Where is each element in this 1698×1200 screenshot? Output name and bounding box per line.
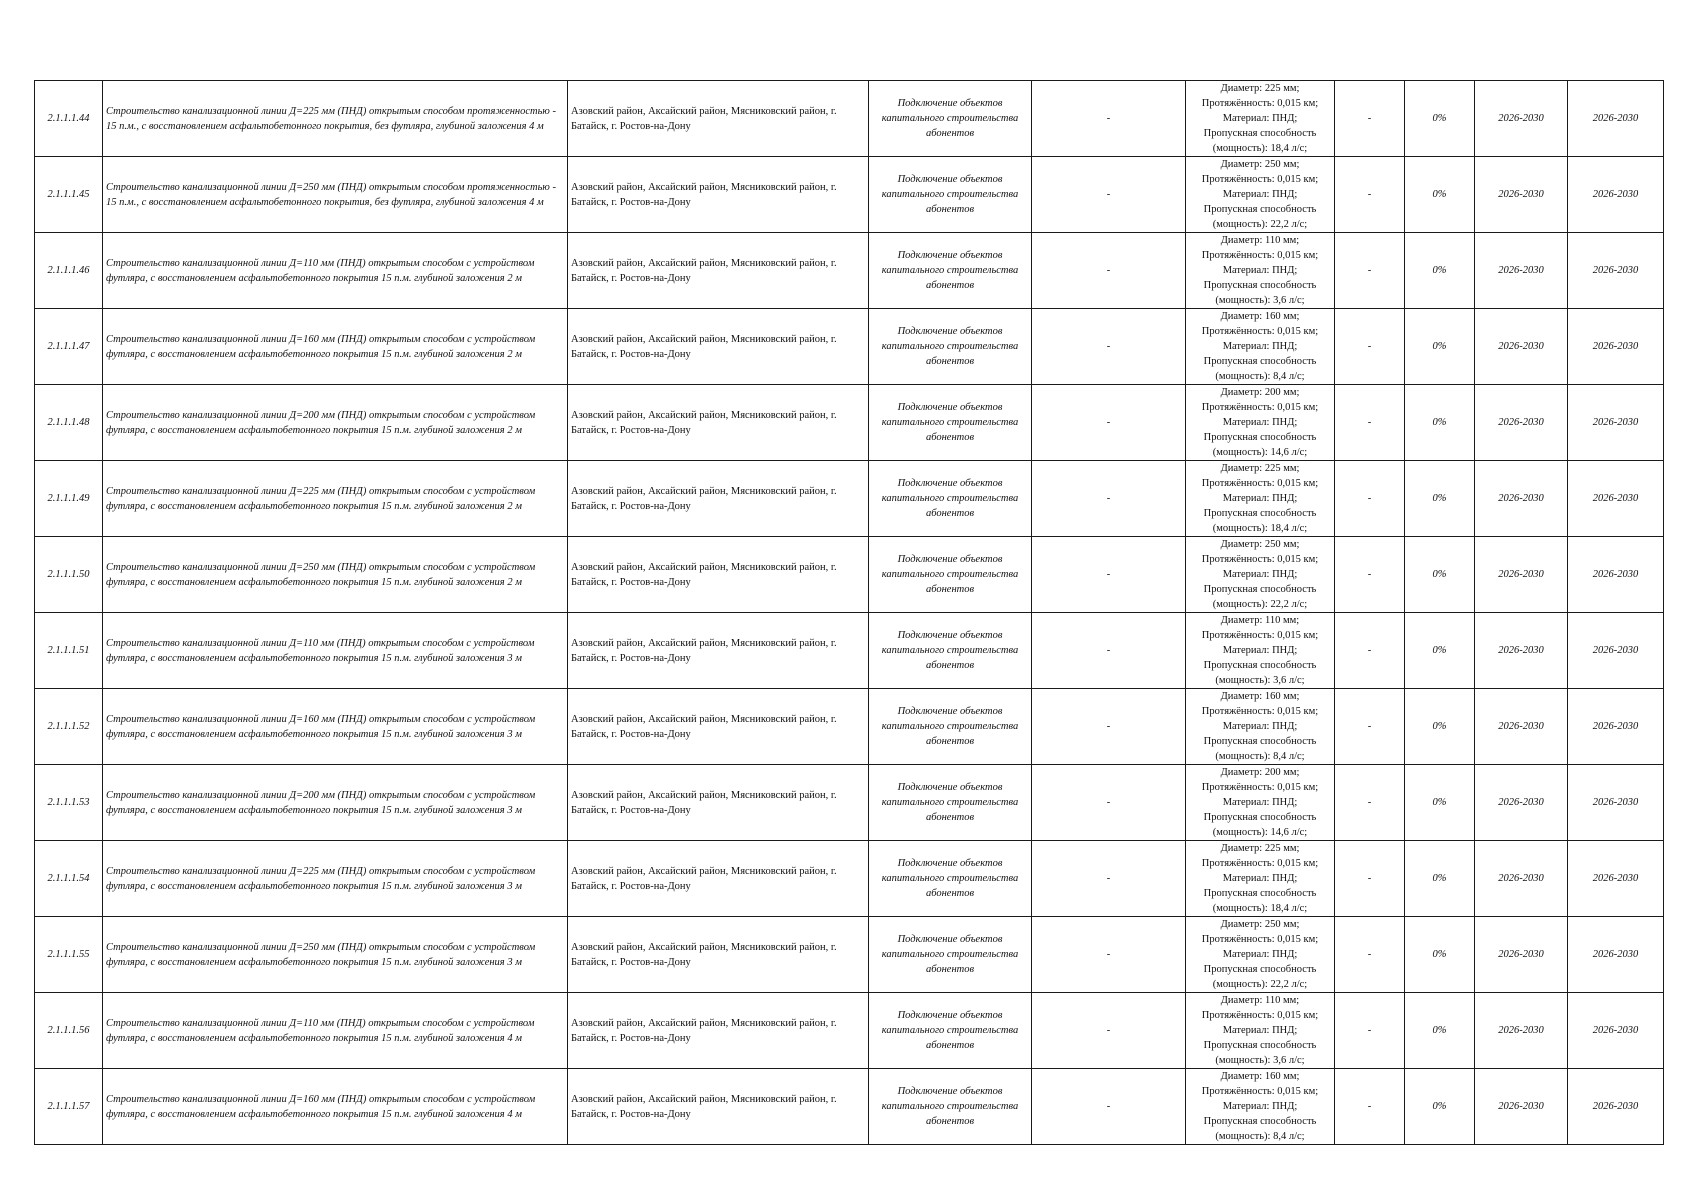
period-end-cell: 2026-2030 bbox=[1568, 461, 1664, 537]
completion-percent-cell: 0% bbox=[1405, 613, 1475, 689]
row-number-cell: 2.1.1.1.50 bbox=[35, 537, 103, 613]
spec-line: Диаметр: 225 мм; bbox=[1220, 843, 1300, 854]
purpose-cell: Подключение объектов капитального строительства абонентов bbox=[869, 613, 1032, 689]
spec-line: (мощность): 8,4 л/с; bbox=[1215, 1131, 1305, 1142]
spec-line: Материал: ПНД; bbox=[1222, 949, 1298, 960]
spec-line: Материал: ПНД; bbox=[1222, 113, 1298, 124]
location-cell: Азовский район, Аксайский район, Мясниковский район, г. Батайск, г. Ростов-на-Дону bbox=[568, 765, 869, 841]
spec-line: Материал: ПНД; bbox=[1222, 645, 1298, 656]
empty-value-cell: - bbox=[1335, 537, 1405, 613]
spec-line: Материал: ПНД; bbox=[1222, 873, 1298, 884]
spec-line: Пропускная способность bbox=[1203, 660, 1317, 671]
work-description-cell: Строительство канализационной линии Д=160 мм (ПНД) открытым способом с устройством футляра, с восстановлением асфальтобетонного покрытия 15 п.м. глубиной заложения 2 м bbox=[103, 309, 568, 385]
work-description-cell: Строительство канализационной линии Д=225 мм (ПНД) открытым способом с устройством футляра, с восстановлением асфальтобетонного покрытия 15 п.м. глубиной заложения 2 м bbox=[103, 461, 568, 537]
table-body bbox=[35, 81, 1664, 1145]
location-cell: Азовский район, Аксайский район, Мясниковский район, г. Батайск, г. Ростов-на-Дону bbox=[568, 157, 869, 233]
period-end-cell: 2026-2030 bbox=[1568, 1069, 1664, 1145]
period-end-cell: 2026-2030 bbox=[1568, 157, 1664, 233]
spec-line: Материал: ПНД; bbox=[1222, 189, 1298, 200]
period-end-cell: 2026-2030 bbox=[1568, 689, 1664, 765]
spec-line: Протяжённость: 0,015 км; bbox=[1201, 934, 1319, 945]
completion-percent-cell: 0% bbox=[1405, 233, 1475, 309]
table-row bbox=[35, 765, 1664, 841]
spec-line: Протяжённость: 0,015 км; bbox=[1201, 250, 1319, 261]
table-row bbox=[35, 993, 1664, 1069]
empty-value-cell: - bbox=[1335, 841, 1405, 917]
period-start-cell: 2026-2030 bbox=[1475, 613, 1568, 689]
spec-line: Протяжённость: 0,015 км; bbox=[1201, 478, 1319, 489]
work-description-cell: Строительство канализационной линии Д=250 мм (ПНД) открытым способом с устройством футляра, с восстановлением асфальтобетонного покрытия 15 п.м. глубиной заложения 3 м bbox=[103, 917, 568, 993]
spec-line: Пропускная способность bbox=[1203, 204, 1317, 215]
spec-line: Протяжённость: 0,015 км; bbox=[1201, 402, 1319, 413]
row-number-cell: 2.1.1.1.48 bbox=[35, 385, 103, 461]
table-row bbox=[35, 613, 1664, 689]
spec-line: Пропускная способность bbox=[1203, 432, 1317, 443]
spec-line: Протяжённость: 0,015 км; bbox=[1201, 630, 1319, 641]
location-cell: Азовский район, Аксайский район, Мясниковский район, г. Батайск, г. Ростов-на-Дону bbox=[568, 233, 869, 309]
period-end-cell: 2026-2030 bbox=[1568, 385, 1664, 461]
location-cell: Азовский район, Аксайский район, Мясниковский район, г. Батайск, г. Ростов-на-Дону bbox=[568, 993, 869, 1069]
spec-line: (мощность): 14,6 л/с; bbox=[1212, 827, 1308, 838]
period-start-cell: 2026-2030 bbox=[1475, 81, 1568, 157]
spec-line: Пропускная способность bbox=[1203, 1040, 1317, 1051]
spec-line: (мощность): 18,4 л/с; bbox=[1212, 903, 1308, 914]
work-description-cell: Строительство канализационной линии Д=110 мм (ПНД) открытым способом с устройством футляра, с восстановлением асфальтобетонного покрытия 15 п.м. глубиной заложения 3 м bbox=[103, 613, 568, 689]
purpose-cell: Подключение объектов капитального строительства абонентов bbox=[869, 689, 1032, 765]
row-number-cell: 2.1.1.1.44 bbox=[35, 81, 103, 157]
technical-specs-cell bbox=[1186, 765, 1335, 841]
table-row bbox=[35, 1069, 1664, 1145]
purpose-cell: Подключение объектов капитального строительства абонентов bbox=[869, 917, 1032, 993]
work-description-cell: Строительство канализационной линии Д=110 мм (ПНД) открытым способом с устройством футляра, с восстановлением асфальтобетонного покрытия 15 п.м. глубиной заложения 2 м bbox=[103, 233, 568, 309]
spec-line: Пропускная способность bbox=[1203, 888, 1317, 899]
technical-specs-cell bbox=[1186, 917, 1335, 993]
empty-value-cell: - bbox=[1032, 157, 1186, 233]
technical-specs-cell bbox=[1186, 689, 1335, 765]
work-description-cell: Строительство канализационной линии Д=200 мм (ПНД) открытым способом с устройством футляра, с восстановлением асфальтобетонного покрытия 15 п.м. глубиной заложения 2 м bbox=[103, 385, 568, 461]
row-number-cell: 2.1.1.1.45 bbox=[35, 157, 103, 233]
row-number-cell: 2.1.1.1.46 bbox=[35, 233, 103, 309]
table-row bbox=[35, 917, 1664, 993]
completion-percent-cell: 0% bbox=[1405, 689, 1475, 765]
completion-percent-cell: 0% bbox=[1405, 1069, 1475, 1145]
spec-line: Протяжённость: 0,015 км; bbox=[1201, 1086, 1319, 1097]
period-start-cell: 2026-2030 bbox=[1475, 233, 1568, 309]
empty-value-cell: - bbox=[1335, 917, 1405, 993]
spec-line: Протяжённость: 0,015 км; bbox=[1201, 782, 1319, 793]
empty-value-cell: - bbox=[1335, 765, 1405, 841]
technical-specs-cell bbox=[1186, 461, 1335, 537]
technical-specs-cell bbox=[1186, 233, 1335, 309]
technical-specs-cell bbox=[1186, 309, 1335, 385]
location-cell: Азовский район, Аксайский район, Мясниковский район, г. Батайск, г. Ростов-на-Дону bbox=[568, 917, 869, 993]
technical-specs-cell bbox=[1186, 537, 1335, 613]
work-description-cell: Строительство канализационной линии Д=160 мм (ПНД) открытым способом с устройством футляра, с восстановлением асфальтобетонного покрытия 15 п.м. глубиной заложения 4 м bbox=[103, 1069, 568, 1145]
spec-line: Пропускная способность bbox=[1203, 356, 1317, 367]
spec-line: Пропускная способность bbox=[1203, 736, 1317, 747]
table-row bbox=[35, 233, 1664, 309]
spec-line: Материал: ПНД; bbox=[1222, 341, 1298, 352]
work-description-cell: Строительство канализационной линии Д=160 мм (ПНД) открытым способом с устройством футляра, с восстановлением асфальтобетонного покрытия 15 п.м. глубиной заложения 3 м bbox=[103, 689, 568, 765]
spec-line: Пропускная способность bbox=[1203, 508, 1317, 519]
empty-value-cell: - bbox=[1335, 157, 1405, 233]
spec-line: Диаметр: 160 мм; bbox=[1220, 691, 1300, 702]
purpose-cell: Подключение объектов капитального строительства абонентов bbox=[869, 993, 1032, 1069]
spec-line: Диаметр: 160 мм; bbox=[1220, 1071, 1300, 1082]
row-number-cell: 2.1.1.1.53 bbox=[35, 765, 103, 841]
empty-value-cell: - bbox=[1335, 81, 1405, 157]
period-start-cell: 2026-2030 bbox=[1475, 841, 1568, 917]
empty-value-cell: - bbox=[1335, 689, 1405, 765]
row-number-cell: 2.1.1.1.52 bbox=[35, 689, 103, 765]
empty-value-cell: - bbox=[1032, 81, 1186, 157]
period-start-cell: 2026-2030 bbox=[1475, 993, 1568, 1069]
purpose-cell: Подключение объектов капитального строительства абонентов bbox=[869, 233, 1032, 309]
completion-percent-cell: 0% bbox=[1405, 841, 1475, 917]
period-start-cell: 2026-2030 bbox=[1475, 1069, 1568, 1145]
work-description-cell: Строительство канализационной линии Д=250 мм (ПНД) открытым способом протяженностью - 15 п.м., с восстановлением асфальтобетонного покрытия, без футляра, глубиной заложения 4 м bbox=[103, 157, 568, 233]
completion-percent-cell: 0% bbox=[1405, 765, 1475, 841]
spec-line: Пропускная способность bbox=[1203, 128, 1317, 139]
technical-specs-cell bbox=[1186, 81, 1335, 157]
spec-line: Диаметр: 250 мм; bbox=[1220, 919, 1300, 930]
purpose-cell: Подключение объектов капитального строительства абонентов bbox=[869, 309, 1032, 385]
spec-line: Протяжённость: 0,015 км; bbox=[1201, 1010, 1319, 1021]
period-end-cell: 2026-2030 bbox=[1568, 993, 1664, 1069]
spec-line: Диаметр: 110 мм; bbox=[1220, 235, 1300, 246]
spec-line: Материал: ПНД; bbox=[1222, 265, 1298, 276]
location-cell: Азовский район, Аксайский район, Мясниковский район, г. Батайск, г. Ростов-на-Дону bbox=[568, 689, 869, 765]
spec-line: Материал: ПНД; bbox=[1222, 569, 1298, 580]
row-number-cell: 2.1.1.1.47 bbox=[35, 309, 103, 385]
completion-percent-cell: 0% bbox=[1405, 993, 1475, 1069]
spec-line: Протяжённость: 0,015 км; bbox=[1201, 98, 1319, 109]
empty-value-cell: - bbox=[1032, 537, 1186, 613]
empty-value-cell: - bbox=[1032, 461, 1186, 537]
empty-value-cell: - bbox=[1032, 309, 1186, 385]
empty-value-cell: - bbox=[1335, 309, 1405, 385]
table-row bbox=[35, 81, 1664, 157]
spec-line: Протяжённость: 0,015 км; bbox=[1201, 554, 1319, 565]
row-number-cell: 2.1.1.1.55 bbox=[35, 917, 103, 993]
technical-specs-cell bbox=[1186, 1069, 1335, 1145]
location-cell: Азовский район, Аксайский район, Мясниковский район, г. Батайск, г. Ростов-на-Дону bbox=[568, 309, 869, 385]
technical-specs-cell bbox=[1186, 157, 1335, 233]
spec-line: Диаметр: 225 мм; bbox=[1220, 463, 1300, 474]
empty-value-cell: - bbox=[1335, 1069, 1405, 1145]
period-start-cell: 2026-2030 bbox=[1475, 689, 1568, 765]
spec-line: Диаметр: 160 мм; bbox=[1220, 311, 1300, 322]
period-start-cell: 2026-2030 bbox=[1475, 765, 1568, 841]
spec-line: Протяжённость: 0,015 км; bbox=[1201, 174, 1319, 185]
row-number-cell: 2.1.1.1.54 bbox=[35, 841, 103, 917]
period-end-cell: 2026-2030 bbox=[1568, 537, 1664, 613]
purpose-cell: Подключение объектов капитального строительства абонентов bbox=[869, 841, 1032, 917]
period-end-cell: 2026-2030 bbox=[1568, 613, 1664, 689]
work-description-cell: Строительство канализационной линии Д=200 мм (ПНД) открытым способом с устройством футляра, с восстановлением асфальтобетонного покрытия 15 п.м. глубиной заложения 3 м bbox=[103, 765, 568, 841]
purpose-cell: Подключение объектов капитального строительства абонентов bbox=[869, 461, 1032, 537]
empty-value-cell: - bbox=[1032, 841, 1186, 917]
empty-value-cell: - bbox=[1335, 613, 1405, 689]
completion-percent-cell: 0% bbox=[1405, 81, 1475, 157]
location-cell: Азовский район, Аксайский район, Мясниковский район, г. Батайск, г. Ростов-на-Дону bbox=[568, 537, 869, 613]
empty-value-cell: - bbox=[1032, 765, 1186, 841]
empty-value-cell: - bbox=[1032, 385, 1186, 461]
spec-line: (мощность): 3,6 л/с; bbox=[1215, 1055, 1305, 1066]
completion-percent-cell: 0% bbox=[1405, 309, 1475, 385]
purpose-cell: Подключение объектов капитального строительства абонентов bbox=[869, 157, 1032, 233]
work-description-cell: Строительство канализационной линии Д=225 мм (ПНД) открытым способом протяженностью - 15 п.м., с восстановлением асфальтобетонного покрытия, без футляра, глубиной заложения 4 м bbox=[103, 81, 568, 157]
purpose-cell: Подключение объектов капитального строительства абонентов bbox=[869, 765, 1032, 841]
location-cell: Азовский район, Аксайский район, Мясниковский район, г. Батайск, г. Ростов-на-Дону bbox=[568, 385, 869, 461]
period-end-cell: 2026-2030 bbox=[1568, 917, 1664, 993]
spec-line: Диаметр: 250 мм; bbox=[1220, 539, 1300, 550]
empty-value-cell: - bbox=[1032, 689, 1186, 765]
row-number-cell: 2.1.1.1.51 bbox=[35, 613, 103, 689]
period-end-cell: 2026-2030 bbox=[1568, 233, 1664, 309]
spec-line: Пропускная способность bbox=[1203, 1116, 1317, 1127]
table-row bbox=[35, 385, 1664, 461]
empty-value-cell: - bbox=[1032, 233, 1186, 309]
empty-value-cell: - bbox=[1335, 461, 1405, 537]
spec-line: Материал: ПНД; bbox=[1222, 493, 1298, 504]
completion-percent-cell: 0% bbox=[1405, 385, 1475, 461]
spec-line: (мощность): 8,4 л/с; bbox=[1215, 371, 1305, 382]
spec-line: (мощность): 14,6 л/с; bbox=[1212, 447, 1308, 458]
empty-value-cell: - bbox=[1335, 233, 1405, 309]
period-end-cell: 2026-2030 bbox=[1568, 841, 1664, 917]
spec-line: Материал: ПНД; bbox=[1222, 1025, 1298, 1036]
spec-line: Пропускная способность bbox=[1203, 812, 1317, 823]
spec-line: Материал: ПНД; bbox=[1222, 417, 1298, 428]
spec-line: Диаметр: 110 мм; bbox=[1220, 615, 1300, 626]
spec-line: Протяжённость: 0,015 км; bbox=[1201, 706, 1319, 717]
spec-line: (мощность): 18,4 л/с; bbox=[1212, 143, 1308, 154]
spec-line: Диаметр: 110 мм; bbox=[1220, 995, 1300, 1006]
spec-line: (мощность): 18,4 л/с; bbox=[1212, 523, 1308, 534]
table-row bbox=[35, 537, 1664, 613]
completion-percent-cell: 0% bbox=[1405, 537, 1475, 613]
spec-line: (мощность): 3,6 л/с; bbox=[1215, 675, 1305, 686]
spec-line: Пропускная способность bbox=[1203, 280, 1317, 291]
purpose-cell: Подключение объектов капитального строительства абонентов bbox=[869, 537, 1032, 613]
empty-value-cell: - bbox=[1032, 1069, 1186, 1145]
spec-line: Диаметр: 250 мм; bbox=[1220, 159, 1300, 170]
work-description-cell: Строительство канализационной линии Д=110 мм (ПНД) открытым способом с устройством футляра, с восстановлением асфальтобетонного покрытия 15 п.м. глубиной заложения 4 м bbox=[103, 993, 568, 1069]
spec-line: Пропускная способность bbox=[1203, 964, 1317, 975]
empty-value-cell: - bbox=[1032, 993, 1186, 1069]
spec-line: Материал: ПНД; bbox=[1222, 721, 1298, 732]
empty-value-cell: - bbox=[1335, 993, 1405, 1069]
row-number-cell: 2.1.1.1.49 bbox=[35, 461, 103, 537]
technical-specs-cell bbox=[1186, 841, 1335, 917]
table-row bbox=[35, 157, 1664, 233]
technical-specs-cell bbox=[1186, 993, 1335, 1069]
empty-value-cell: - bbox=[1335, 385, 1405, 461]
spec-line: (мощность): 22,2 л/с; bbox=[1212, 979, 1308, 990]
table-row bbox=[35, 689, 1664, 765]
row-number-cell: 2.1.1.1.56 bbox=[35, 993, 103, 1069]
location-cell: Азовский район, Аксайский район, Мясниковский район, г. Батайск, г. Ростов-на-Дону bbox=[568, 81, 869, 157]
spec-line: (мощность): 3,6 л/с; bbox=[1215, 295, 1305, 306]
row-number-cell: 2.1.1.1.57 bbox=[35, 1069, 103, 1145]
period-end-cell: 2026-2030 bbox=[1568, 309, 1664, 385]
work-description-cell: Строительство канализационной линии Д=225 мм (ПНД) открытым способом с устройством футляра, с восстановлением асфальтобетонного покрытия 15 п.м. глубиной заложения 3 м bbox=[103, 841, 568, 917]
spec-line: (мощность): 22,2 л/с; bbox=[1212, 219, 1308, 230]
spec-line: Пропускная способность bbox=[1203, 584, 1317, 595]
period-start-cell: 2026-2030 bbox=[1475, 461, 1568, 537]
spec-line: Диаметр: 200 мм; bbox=[1220, 387, 1300, 398]
period-start-cell: 2026-2030 bbox=[1475, 385, 1568, 461]
location-cell: Азовский район, Аксайский район, Мясниковский район, г. Батайск, г. Ростов-на-Дону bbox=[568, 841, 869, 917]
spec-line: Материал: ПНД; bbox=[1222, 797, 1298, 808]
spec-line: Протяжённость: 0,015 км; bbox=[1201, 326, 1319, 337]
spec-line: (мощность): 22,2 л/с; bbox=[1212, 599, 1308, 610]
empty-value-cell: - bbox=[1032, 613, 1186, 689]
table-row bbox=[35, 841, 1664, 917]
purpose-cell: Подключение объектов капитального строительства абонентов bbox=[869, 81, 1032, 157]
technical-specs-cell bbox=[1186, 613, 1335, 689]
purpose-cell: Подключение объектов капитального строительства абонентов bbox=[869, 1069, 1032, 1145]
spec-line: Диаметр: 225 мм; bbox=[1220, 83, 1300, 94]
purpose-cell: Подключение объектов капитального строительства абонентов bbox=[869, 385, 1032, 461]
table-row bbox=[35, 309, 1664, 385]
investment-program-table bbox=[34, 80, 1664, 1145]
period-start-cell: 2026-2030 bbox=[1475, 157, 1568, 233]
technical-specs-cell bbox=[1186, 385, 1335, 461]
period-start-cell: 2026-2030 bbox=[1475, 917, 1568, 993]
location-cell: Азовский район, Аксайский район, Мясниковский район, г. Батайск, г. Ростов-на-Дону bbox=[568, 613, 869, 689]
spec-line: Материал: ПНД; bbox=[1222, 1101, 1298, 1112]
period-start-cell: 2026-2030 bbox=[1475, 537, 1568, 613]
work-description-cell: Строительство канализационной линии Д=250 мм (ПНД) открытым способом с устройством футляра, с восстановлением асфальтобетонного покрытия 15 п.м. глубиной заложения 2 м bbox=[103, 537, 568, 613]
location-cell: Азовский район, Аксайский район, Мясниковский район, г. Батайск, г. Ростов-на-Дону bbox=[568, 461, 869, 537]
completion-percent-cell: 0% bbox=[1405, 461, 1475, 537]
completion-percent-cell: 0% bbox=[1405, 157, 1475, 233]
spec-line: (мощность): 8,4 л/с; bbox=[1215, 751, 1305, 762]
spec-line: Протяжённость: 0,015 км; bbox=[1201, 858, 1319, 869]
period-end-cell: 2026-2030 bbox=[1568, 81, 1664, 157]
location-cell: Азовский район, Аксайский район, Мясниковский район, г. Батайск, г. Ростов-на-Дону bbox=[568, 1069, 869, 1145]
period-end-cell: 2026-2030 bbox=[1568, 765, 1664, 841]
spec-line: Диаметр: 200 мм; bbox=[1220, 767, 1300, 778]
completion-percent-cell: 0% bbox=[1405, 917, 1475, 993]
empty-value-cell: - bbox=[1032, 917, 1186, 993]
period-start-cell: 2026-2030 bbox=[1475, 309, 1568, 385]
table-row bbox=[35, 461, 1664, 537]
